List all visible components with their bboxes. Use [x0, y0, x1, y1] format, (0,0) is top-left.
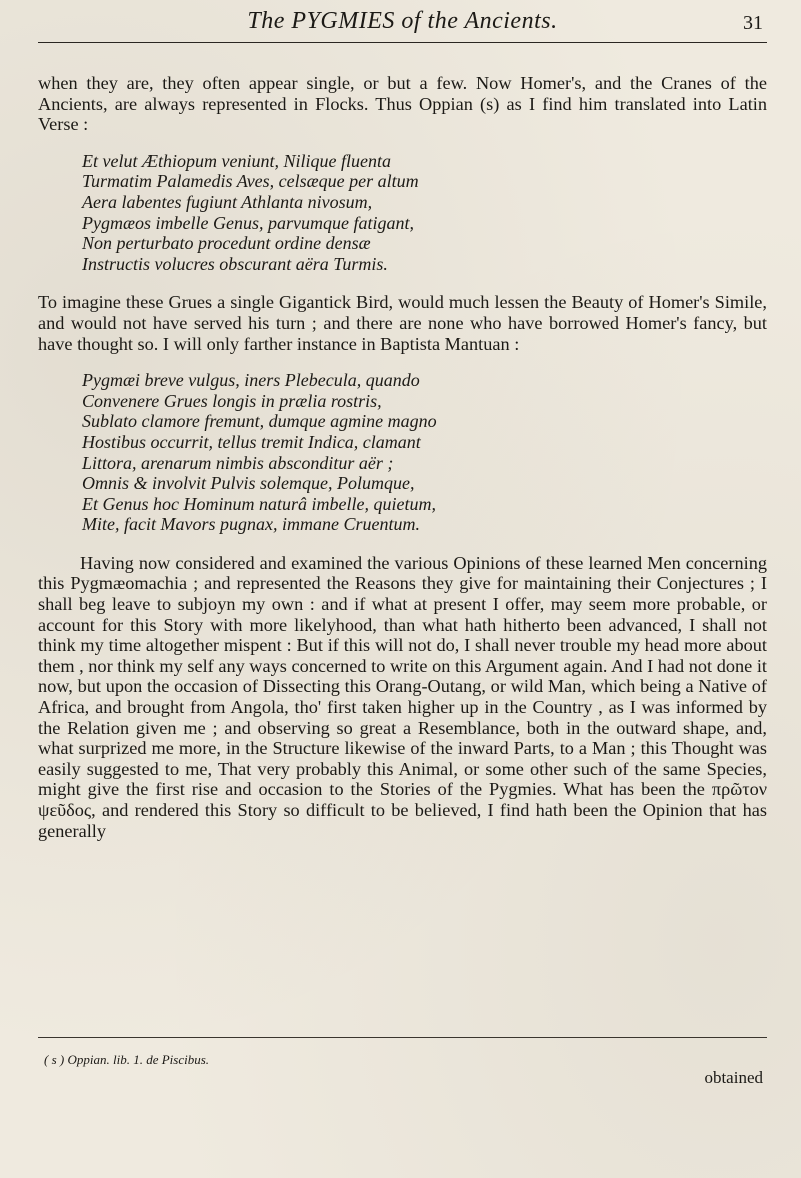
verse-line: Instructis volucres obscurant aëra Turmis. [82, 253, 388, 274]
verse-line: Aera labentes fugiunt Athlanta nivosum, [82, 191, 373, 212]
verse-line: Pygmæi breve vulgus, iners Plebecula, quando [82, 370, 420, 391]
footnote: ( s ) Oppian. lib. 1. de Piscibus. [44, 1052, 210, 1067]
catchword: obtained [704, 1068, 763, 1087]
verse-line: Hostibus occurrit, tellus tremit Indica, clamant [82, 431, 421, 452]
verse-line: Non perturbato procedunt ordine densæ [82, 233, 371, 254]
verse-line: Et Genus hoc Hominum naturâ imbelle, quietum, [82, 493, 436, 514]
verse-line: Pygmæos imbelle Genus, parvumque fatigant, [82, 212, 414, 233]
verse-block-mantuan [82, 370, 767, 535]
running-header [38, 0, 767, 43]
page-title: The PYGMIES of the Ancients. [247, 8, 558, 34]
verse-line: Mite, facit Mavors pugnax, immane Cruentum. [82, 514, 420, 535]
page-number: 31 [743, 12, 763, 34]
verse-line: Littora, arenarum nimbis absconditur aër ; [82, 452, 394, 473]
paragraph-main-argument: Having now considered and examined the various Opinions of these learned Men concerning this Pygmæomachia ; and represented the Reasons they give for maintaining their Conjectures ; I shall beg leave to subjoyn my own : and if what at present I offer, may seem more probable, or account for this Story with more likelyhood, than what hath hitherto been advanced, I shall not think my time altogether mispent : But if this will not do, I shall never trouble my head more about them , nor think my self any ways concerned to write on this Argument again. And I had not done it now, but upon the occasion of Dissecting this Orang-Outang, or wild Man, which being a Native of Africa, and brought from Angola, tho' first taken higher up in the Country , as I was informed by the Relation given me ; and observing so great a Resemblance, both in the outward shape, and, what surprized me more, in the Structure likewise of the inward Parts, to a Man ; this Thought was easily suggested to me, That very probably this Animal, or some other such of the same Species, might give the first rise and occasion to the Stories of the Pygmies. What has been the πρῶτον ψεῦδος, and rendered this Story so difficult to be believed, I find hath been the Opinion that has generally [38, 552, 767, 841]
verse-block-oppian [82, 151, 767, 275]
verse-line: Omnis & involvit Pulvis solemque, Polumque, [82, 473, 415, 494]
paragraph-mantuan-intro: To imagine these Grues a single Gigantick Bird, would much lessen the Beauty of Homer's Simile, and would not have served his turn ; and there are none who have borrowed Homer's fancy, but have thought so. I will only farther instance in Baptista Mantuan : [38, 292, 767, 354]
verse-line: Et velut Æthiopum veniunt, Nilique fluenta [82, 150, 391, 171]
verse-line: Turmatim Palamedis Aves, celsæque per altum [82, 171, 419, 192]
footnote-divider [38, 1037, 767, 1038]
intro-paragraph: when they are, they often appear single, or but a few. Now Homer's, and the Cranes of the Ancients, are always represented in Flocks. Thus Oppian (s) as I find him translated into Latin Verse : [38, 73, 767, 135]
verse-line: Convenere Grues longis in prælia rostris, [82, 390, 382, 411]
verse-line: Sublato clamore fremunt, dumque agmine magno [82, 411, 437, 432]
